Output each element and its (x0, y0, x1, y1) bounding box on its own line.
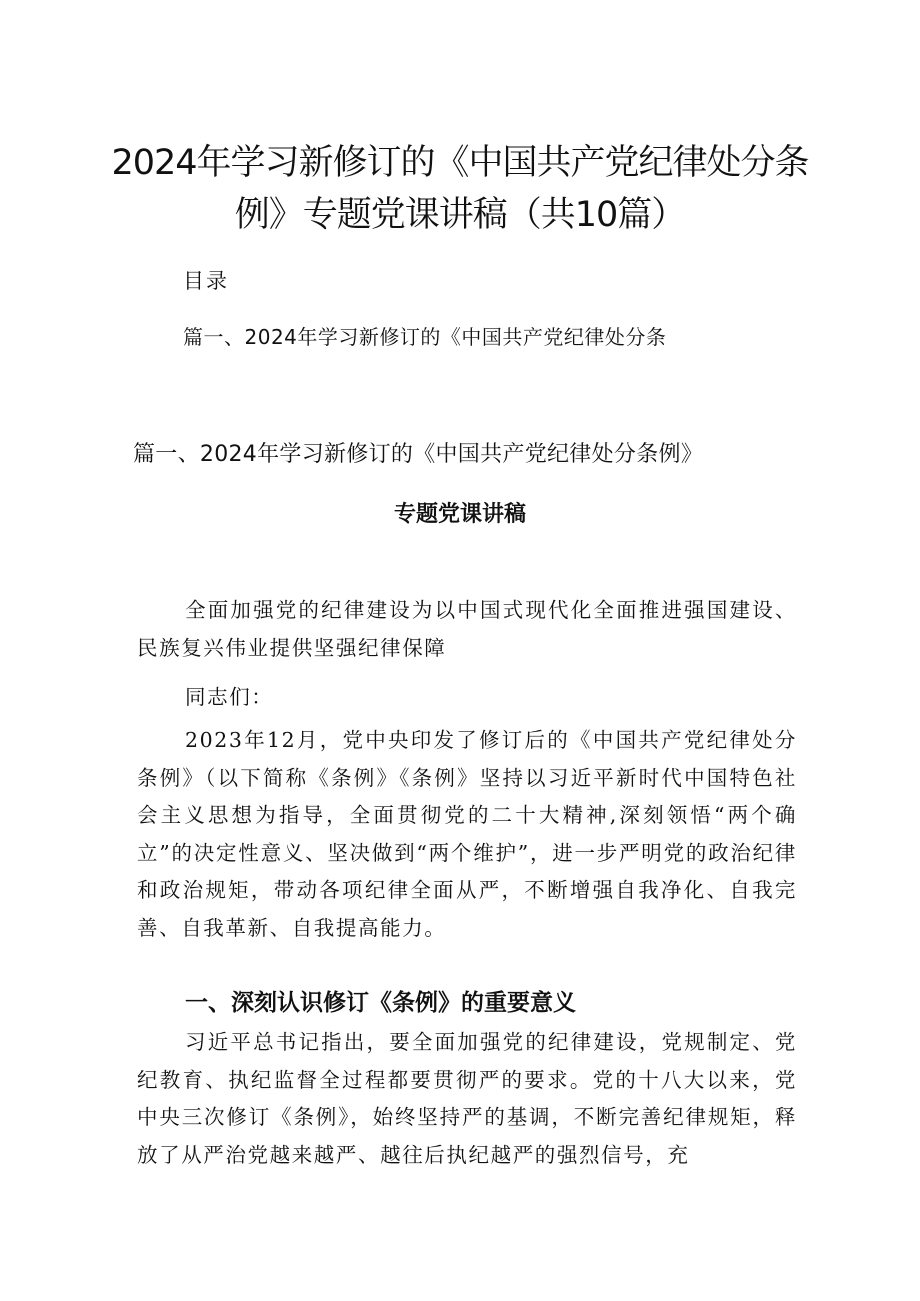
document-title (0, 137, 920, 241)
section-title: 篇一、2024年学习新修订的《中国共产党纪律处分条例》 (133, 442, 704, 467)
document-title-line-2: 例》专题党课讲稿（共10篇） (234, 195, 686, 235)
intro-paragraph: 全面加强党的纪律建设为以中国式现代化全面推进强国建设、民族复兴伟业提供坚强纪律保障 (137, 598, 797, 660)
section-subtitle: 专题党课讲稿 (393, 502, 526, 527)
salutation: 同志们： (185, 685, 274, 709)
toc-label: 目录 (183, 269, 229, 293)
body-paragraph-2: 习近平总书记指出，要全面加强党的纪律建设，党规制定、党纪教育、执纪监督全过程都要贯彻严的要求。党的十八大以来，党中央三次修订《条例》，始终坚持严的基调，不断完善纪律规矩，释放了从严治党越来越严、越往后执纪越严的强烈信号，充 (137, 1030, 797, 1167)
document-title-line-1: 2024年学习新修订的《中国共产党纪律处分条 (111, 143, 809, 183)
body-paragraph-1: 2023年12月，党中央印发了修订后的《中国共产党纪律处分条例》（以下简称《条例》《条例》坚持以习近平新时代中国特色社会主义思想为指导，全面贯彻党的二十大精神,深刻领悟“两个确立”的决定性意义、坚决做到“两个维护”，进一步严明党的政治纪律和政治规矩，带动各项纪律全面从严，不断增强自我净化、自我完善、自我革新、自我提高能力。 (137, 728, 797, 940)
section-heading-1: 一、深刻认识修订《条例》的重要意义 (185, 990, 576, 1016)
toc-item-1[interactable]: 篇一、2024年学习新修订的《中国共产党纪律处分条 (183, 325, 667, 349)
